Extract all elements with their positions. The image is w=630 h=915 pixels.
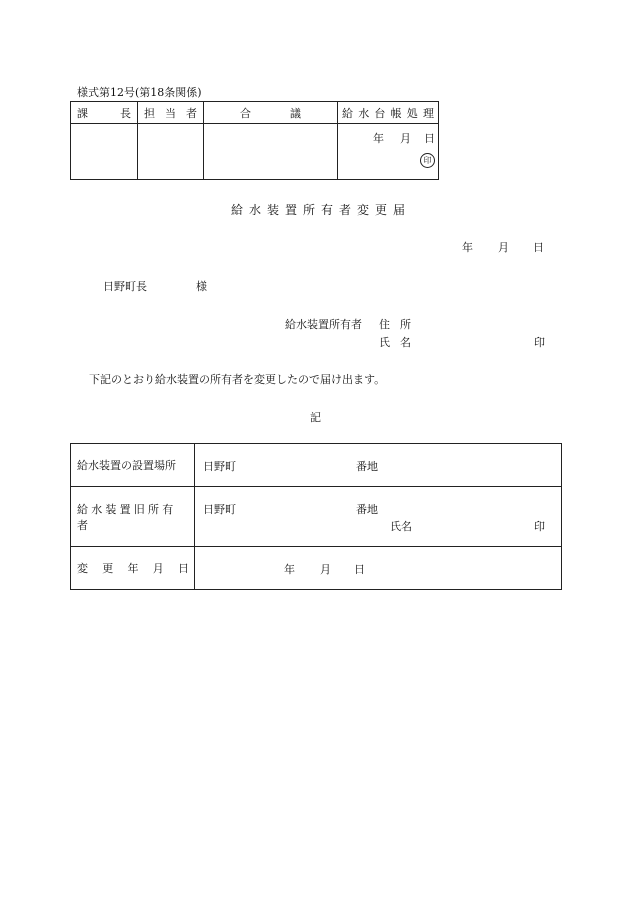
header-daicho-char: 処 bbox=[406, 106, 418, 120]
body-text: 下記のとおり給水装置の所有者を変更したので届け出ます。 bbox=[89, 373, 386, 386]
date-month: 月 bbox=[498, 241, 509, 254]
change-date-label-char: 年 bbox=[127, 562, 139, 575]
old-owner-banchi: 番地 bbox=[356, 503, 378, 516]
old-owner-value-cell bbox=[195, 487, 562, 547]
addressee-name: 日野町長 bbox=[103, 280, 147, 293]
header-daicho-char: 水 bbox=[358, 106, 370, 120]
applicant-name-label: 氏名 bbox=[379, 336, 421, 349]
header-daicho-char: 理 bbox=[422, 106, 434, 120]
change-date-day: 日 bbox=[354, 563, 365, 576]
location-value-cell bbox=[195, 444, 562, 487]
applicant-seal: 印 bbox=[534, 336, 545, 349]
approval-header-cell bbox=[138, 102, 204, 124]
date-day: 日 bbox=[533, 241, 544, 254]
header-daicho-char: 台 bbox=[374, 106, 386, 120]
change-date-value-cell bbox=[195, 547, 562, 590]
old-owner-seal: 印 bbox=[534, 520, 545, 533]
applicant-address-label: 住所 bbox=[379, 318, 421, 331]
table-row bbox=[71, 444, 562, 487]
change-date-year: 年 bbox=[284, 563, 295, 576]
location-town: 日野町 bbox=[203, 460, 236, 473]
header-gogi-char: 合 bbox=[240, 106, 251, 120]
applicant-role: 給水装置所有者 bbox=[285, 318, 362, 331]
header-gogi-char: 議 bbox=[290, 106, 301, 120]
header-tanto bbox=[138, 102, 203, 123]
header-daicho bbox=[338, 102, 438, 123]
old-owner-name-label: 氏名 bbox=[390, 520, 412, 533]
approval-date-day: 日 bbox=[424, 132, 435, 145]
approval-seal-icon: 印 bbox=[420, 153, 435, 168]
approval-box-tanto bbox=[138, 124, 204, 180]
header-tanto-char: 者 bbox=[186, 106, 197, 120]
old-owner-town: 日野町 bbox=[203, 503, 236, 516]
ki-heading: 記 bbox=[310, 411, 321, 424]
header-kacho-char: 長 bbox=[120, 106, 131, 120]
approval-date-year: 年 bbox=[373, 132, 384, 145]
table-row bbox=[71, 487, 562, 547]
approval-box-gogi bbox=[204, 124, 338, 180]
table-row bbox=[71, 547, 562, 590]
row-label-cell bbox=[71, 547, 195, 590]
details-table bbox=[70, 443, 562, 590]
row-label-cell bbox=[71, 487, 195, 547]
location-banchi: 番地 bbox=[356, 460, 378, 473]
row-label-cell bbox=[71, 444, 195, 487]
change-date-label bbox=[71, 547, 194, 589]
approval-table bbox=[70, 101, 439, 180]
header-kacho bbox=[71, 102, 137, 123]
header-daicho-char: 帳 bbox=[390, 106, 402, 120]
old-owner-label: 給水装置旧所有者 bbox=[77, 502, 177, 532]
date-year: 年 bbox=[462, 241, 473, 254]
approval-date-month: 月 bbox=[400, 132, 411, 145]
header-tanto-char: 担 bbox=[144, 106, 155, 120]
location-label: 給水装置の設置場所 bbox=[77, 459, 176, 472]
header-kacho-char: 課 bbox=[77, 106, 88, 120]
header-gogi bbox=[204, 102, 337, 123]
change-date-label-char: 更 bbox=[102, 562, 114, 575]
change-date-label-char: 日 bbox=[178, 562, 189, 575]
addressee-honorific: 様 bbox=[196, 280, 207, 293]
approval-box-kacho bbox=[71, 124, 138, 180]
header-daicho-char: 給 bbox=[342, 106, 353, 120]
change-date-month: 月 bbox=[320, 563, 331, 576]
approval-header-cell bbox=[204, 102, 338, 124]
change-date-label-char: 変 bbox=[77, 562, 88, 575]
approval-header-cell bbox=[338, 102, 439, 124]
header-tanto-char: 当 bbox=[165, 106, 176, 120]
approval-box-daicho bbox=[338, 124, 439, 180]
change-date-label-char: 月 bbox=[152, 562, 164, 575]
approval-header-cell bbox=[71, 102, 138, 124]
document-title: 給水装置所有者変更届 bbox=[231, 203, 412, 217]
form-number: 様式第12号(第18条関係) bbox=[77, 86, 202, 99]
